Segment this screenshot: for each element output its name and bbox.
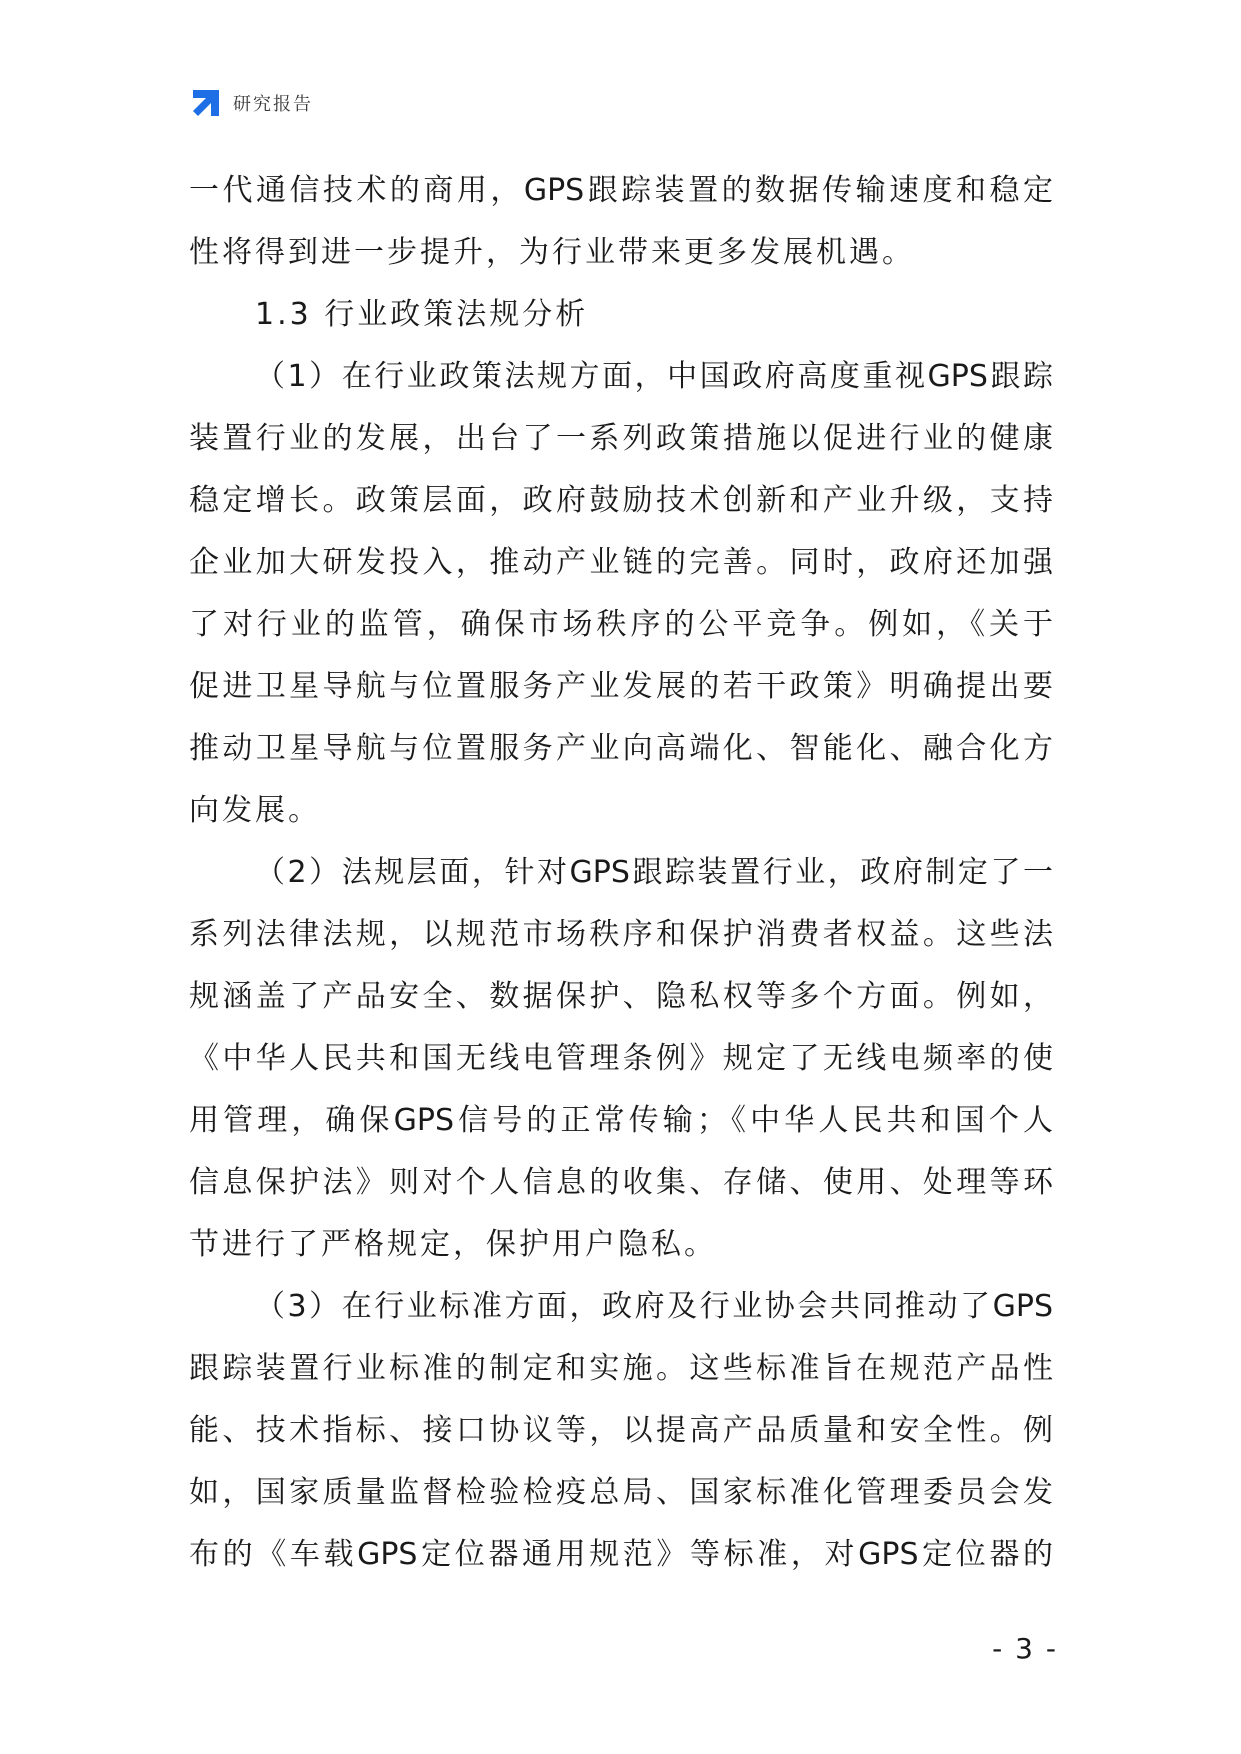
text-line: （3）在行业标准方面，政府及行业协会共同推动了GPS bbox=[255, 1289, 1053, 1324]
text-line: 系列法律法规，以规范市场秩序和保护消费者权益。这些法 bbox=[189, 917, 1053, 952]
text-line: 了对行业的监管，确保市场秩序的公平竞争。例如，《关于 bbox=[189, 607, 1053, 642]
text-line: 能、技术指标、接口协议等，以提高产品质量和安全性。例 bbox=[189, 1413, 1053, 1448]
text-line: 推动卫星导航与位置服务产业向高端化、智能化、融合化方 bbox=[189, 731, 1053, 766]
section-heading: 1.3 行业政策法规分析 bbox=[255, 297, 589, 332]
text-line: 节进行了严格规定，保护用户隐私。 bbox=[189, 1227, 717, 1262]
text-line: 规涵盖了产品安全、数据保护、隐私权等多个方面。例如， bbox=[189, 979, 1053, 1014]
text-line: 性将得到进一步提升，为行业带来更多发展机遇。 bbox=[189, 235, 915, 270]
text-line: 跟踪装置行业标准的制定和实施。这些标准旨在规范产品性 bbox=[189, 1351, 1053, 1386]
text-line: 一代通信技术的商用，GPS跟踪装置的数据传输速度和稳定 bbox=[189, 173, 1053, 208]
text-line: 企业加大研发投入，推动产业链的完善。同时，政府还加强 bbox=[189, 545, 1053, 580]
header-title: 研究报告 bbox=[233, 94, 313, 115]
text-line: 向发展。 bbox=[189, 793, 321, 828]
text-line: 稳定增长。政策层面，政府鼓励技术创新和产业升级，支持 bbox=[189, 483, 1053, 518]
document-body bbox=[189, 160, 1053, 1586]
text-line: （1）在行业政策法规方面，中国政府高度重视GPS跟踪 bbox=[255, 359, 1053, 394]
text-line: 信息保护法》则对个人信息的收集、存储、使用、处理等环 bbox=[189, 1165, 1053, 1200]
text-line: 《中华人民共和国无线电管理条例》规定了无线电频率的使 bbox=[189, 1041, 1053, 1076]
text-line: 促进卫星导航与位置服务产业发展的若干政策》明确提出要 bbox=[189, 669, 1053, 704]
text-line: （2）法规层面，针对GPS跟踪装置行业，政府制定了一 bbox=[255, 855, 1053, 890]
arrow-logo-icon bbox=[189, 86, 223, 120]
text-line: 装置行业的发展，出台了一系列政策措施以促进行业的健康 bbox=[189, 421, 1053, 456]
text-line: 用管理，确保GPS信号的正常传输；《中华人民共和国个人 bbox=[189, 1103, 1053, 1138]
page-number: - 3 - bbox=[992, 1632, 1058, 1665]
text-line: 如，国家质量监督检验检疫总局、国家标准化管理委员会发 bbox=[189, 1475, 1053, 1510]
report-header bbox=[189, 86, 313, 120]
text-line: 布的《车载GPS定位器通用规范》等标准，对GPS定位器的 bbox=[189, 1537, 1053, 1572]
